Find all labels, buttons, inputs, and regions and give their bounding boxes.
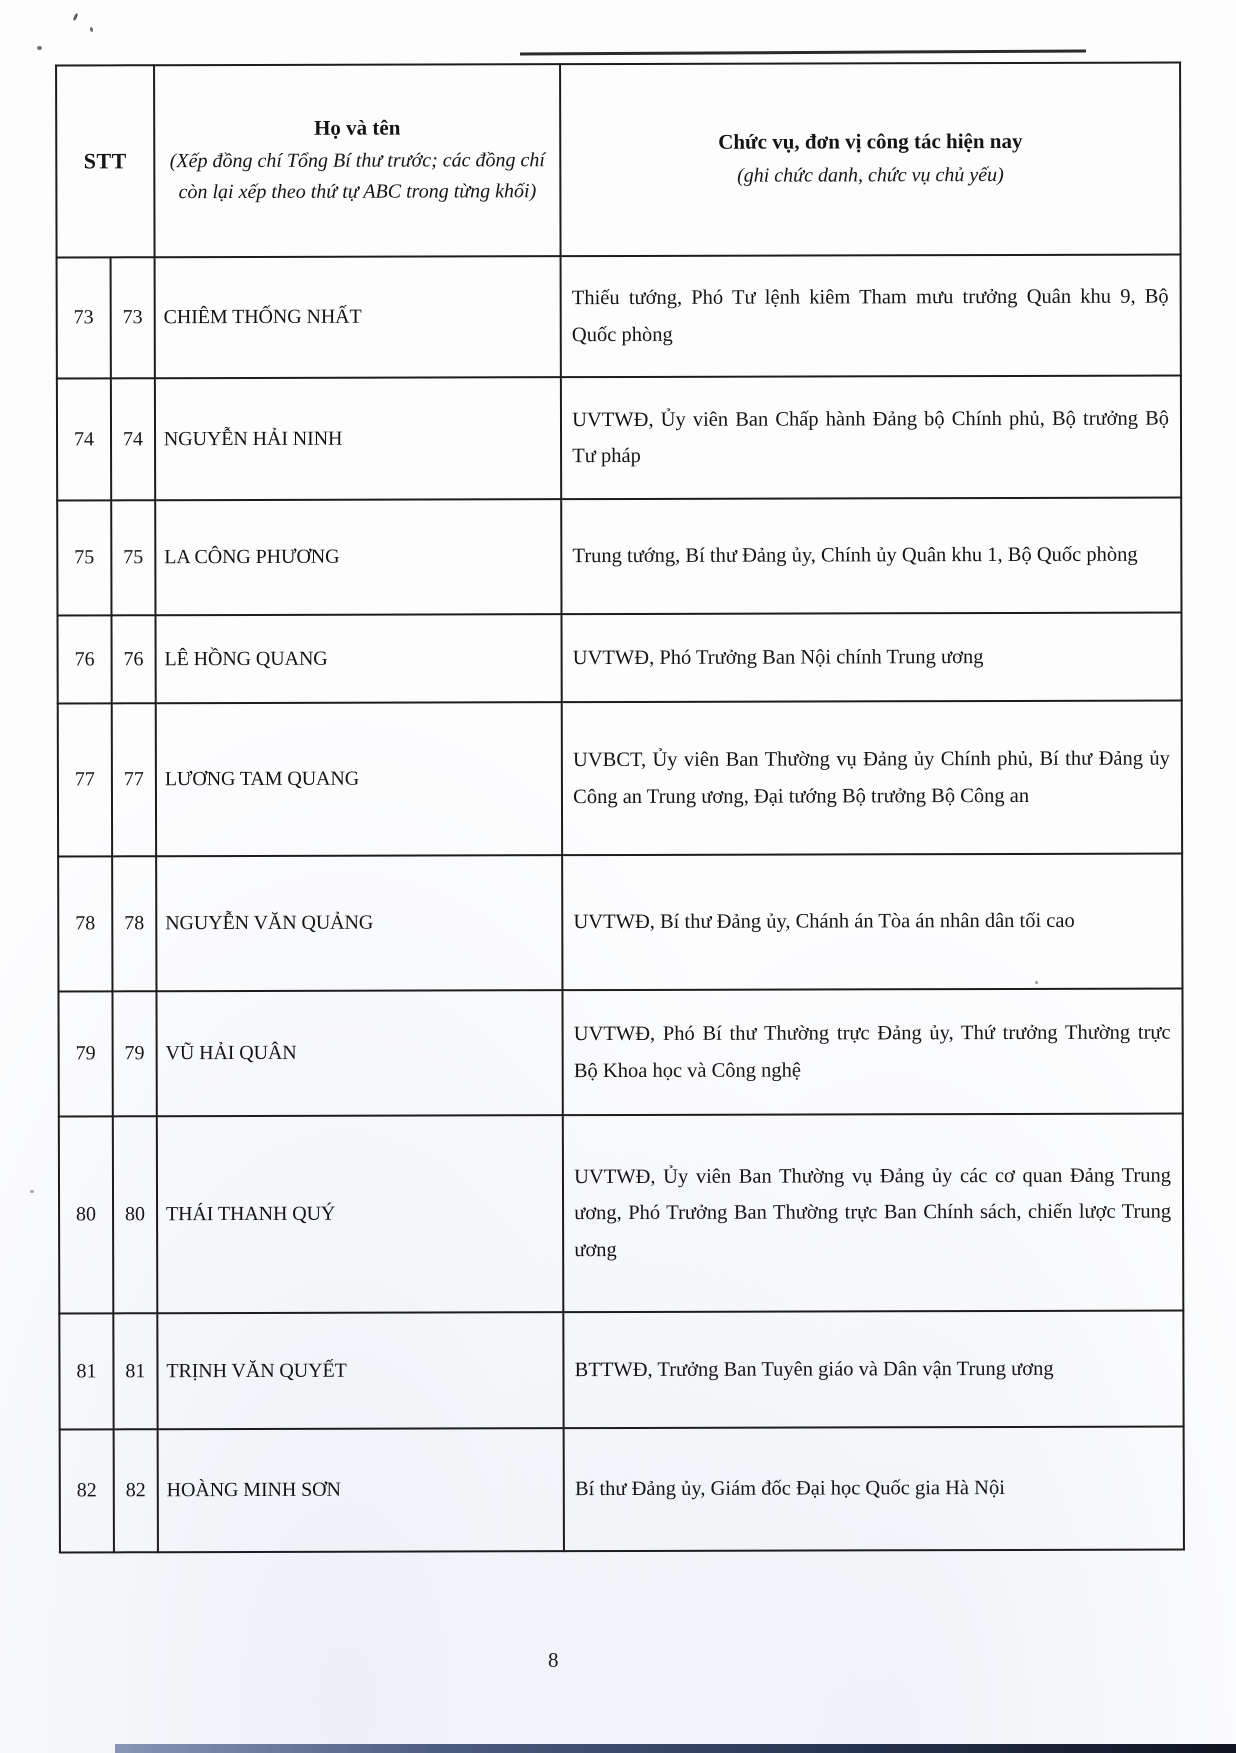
table-row: [57, 498, 1181, 616]
name-cell: LƯƠNG TAM QUANG: [156, 702, 563, 856]
stt-cell: 81: [59, 1313, 113, 1429]
scan-line-artifact: [520, 50, 1086, 55]
stt-cell: 82: [60, 1429, 114, 1552]
stt-cell: 75: [57, 500, 111, 615]
stt-cell: 78: [58, 856, 112, 991]
table-row: [58, 701, 1182, 857]
stt-cell: 80: [59, 1116, 113, 1313]
name-cell: THÁI THANH QUÝ: [157, 1115, 564, 1313]
table-row: [60, 1427, 1184, 1553]
header-stt: STT: [56, 65, 154, 257]
table-row: [57, 376, 1181, 501]
table-row: [57, 613, 1181, 704]
stt-cell: 73: [57, 257, 111, 378]
header-position-subtitle: (ghi chức danh, chức vụ chủ yếu): [737, 163, 1004, 187]
stt-cell: 82: [114, 1429, 158, 1552]
stt-cell: 77: [58, 703, 112, 856]
position-cell: Thiếu tướng, Phó Tư lệnh kiêm Tham mưu trưởng Quân khu 9, Bộ Quốc phòng: [561, 255, 1181, 378]
table-row: [59, 1311, 1183, 1430]
header-row: [56, 63, 1180, 258]
stt-cell: 76: [111, 615, 155, 703]
name-cell: NGUYỄN HẢI NINH: [155, 377, 562, 500]
position-cell: UVTWĐ, Ủy viên Ban Thường vụ Đảng ủy các cơ quan Đảng Trung ương, Phó Trưởng Ban Thường trực Ban Chính sách, chiến lược Trung ương: [563, 1114, 1183, 1313]
scan-speck: [89, 27, 93, 33]
table-row: [57, 255, 1181, 379]
position-cell: Bí thư Đảng ủy, Giám đốc Đại học Quốc gia Hà Nội: [564, 1427, 1184, 1552]
name-cell: CHIÊM THỐNG NHẤT: [154, 256, 561, 378]
table-row: [58, 989, 1182, 1117]
stt-cell: 73: [110, 257, 154, 378]
table-row: [58, 854, 1182, 992]
position-cell: UVTWĐ, Ủy viên Ban Chấp hành Đảng bộ Chính phủ, Bộ trưởng Bộ Tư pháp: [561, 376, 1181, 500]
scan-edge-bar: [115, 1744, 1236, 1753]
position-cell: Trung tướng, Bí thư Đảng ủy, Chính ủy Quân khu 1, Bộ Quốc phòng: [561, 498, 1181, 615]
name-cell: VŨ HẢI QUÂN: [156, 990, 563, 1116]
stt-cell: 80: [113, 1116, 157, 1313]
stt-cell: 77: [112, 703, 156, 856]
stt-cell: 76: [57, 615, 111, 703]
personnel-table: [55, 62, 1185, 1554]
scan-speck: [30, 1190, 34, 1193]
position-cell: BTTWĐ, Trưởng Ban Tuyên giáo và Dân vận Trung ương: [563, 1311, 1183, 1429]
position-cell: UVTWĐ, Phó Bí thư Thường trực Đảng ủy, Thứ trưởng Thường trực Bộ Khoa học và Công nghệ: [563, 989, 1183, 1116]
name-cell: LÊ HỒNG QUANG: [155, 614, 562, 703]
scan-speck: [37, 46, 42, 50]
stt-cell: 79: [58, 991, 112, 1116]
header-position: [560, 63, 1180, 257]
header-name-subtitle: (Xếp đồng chí Tổng Bí thư trước; các đồng chí còn lại xếp theo thứ tự ABC trong từng khối): [169, 149, 545, 204]
stt-cell: 75: [111, 500, 155, 615]
stt-cell: 74: [57, 378, 111, 500]
position-cell: UVTWĐ, Bí thư Đảng ủy, Chánh án Tòa án nhân dân tối cao: [562, 854, 1182, 991]
header-name: [154, 64, 561, 257]
name-cell: NGUYỄN VĂN QUẢNG: [156, 855, 563, 991]
scan-speck: [72, 13, 78, 22]
stt-cell: 78: [112, 856, 156, 991]
stt-cell: 81: [113, 1313, 157, 1429]
position-cell: UVTWĐ, Phó Trưởng Ban Nội chính Trung ương: [562, 613, 1182, 703]
stt-cell: 79: [112, 991, 156, 1116]
header-position-title: Chức vụ, đơn vị công tác hiện nay: [718, 129, 1023, 155]
page-number: 8: [548, 1648, 559, 1672]
name-cell: HOÀNG MINH SƠN: [158, 1428, 565, 1552]
table-row: [59, 1114, 1184, 1314]
header-name-title: Họ và tên: [314, 115, 401, 140]
name-cell: LA CÔNG PHƯƠNG: [155, 499, 562, 615]
stt-cell: 74: [111, 378, 155, 500]
position-cell: UVBCT, Ủy viên Ban Thường vụ Đảng ủy Chính phủ, Bí thư Đảng ủy Công an Trung ương, Đại tướng Bộ trưởng Bộ Công an: [562, 701, 1182, 856]
name-cell: TRỊNH VĂN QUYẾT: [157, 1312, 564, 1429]
